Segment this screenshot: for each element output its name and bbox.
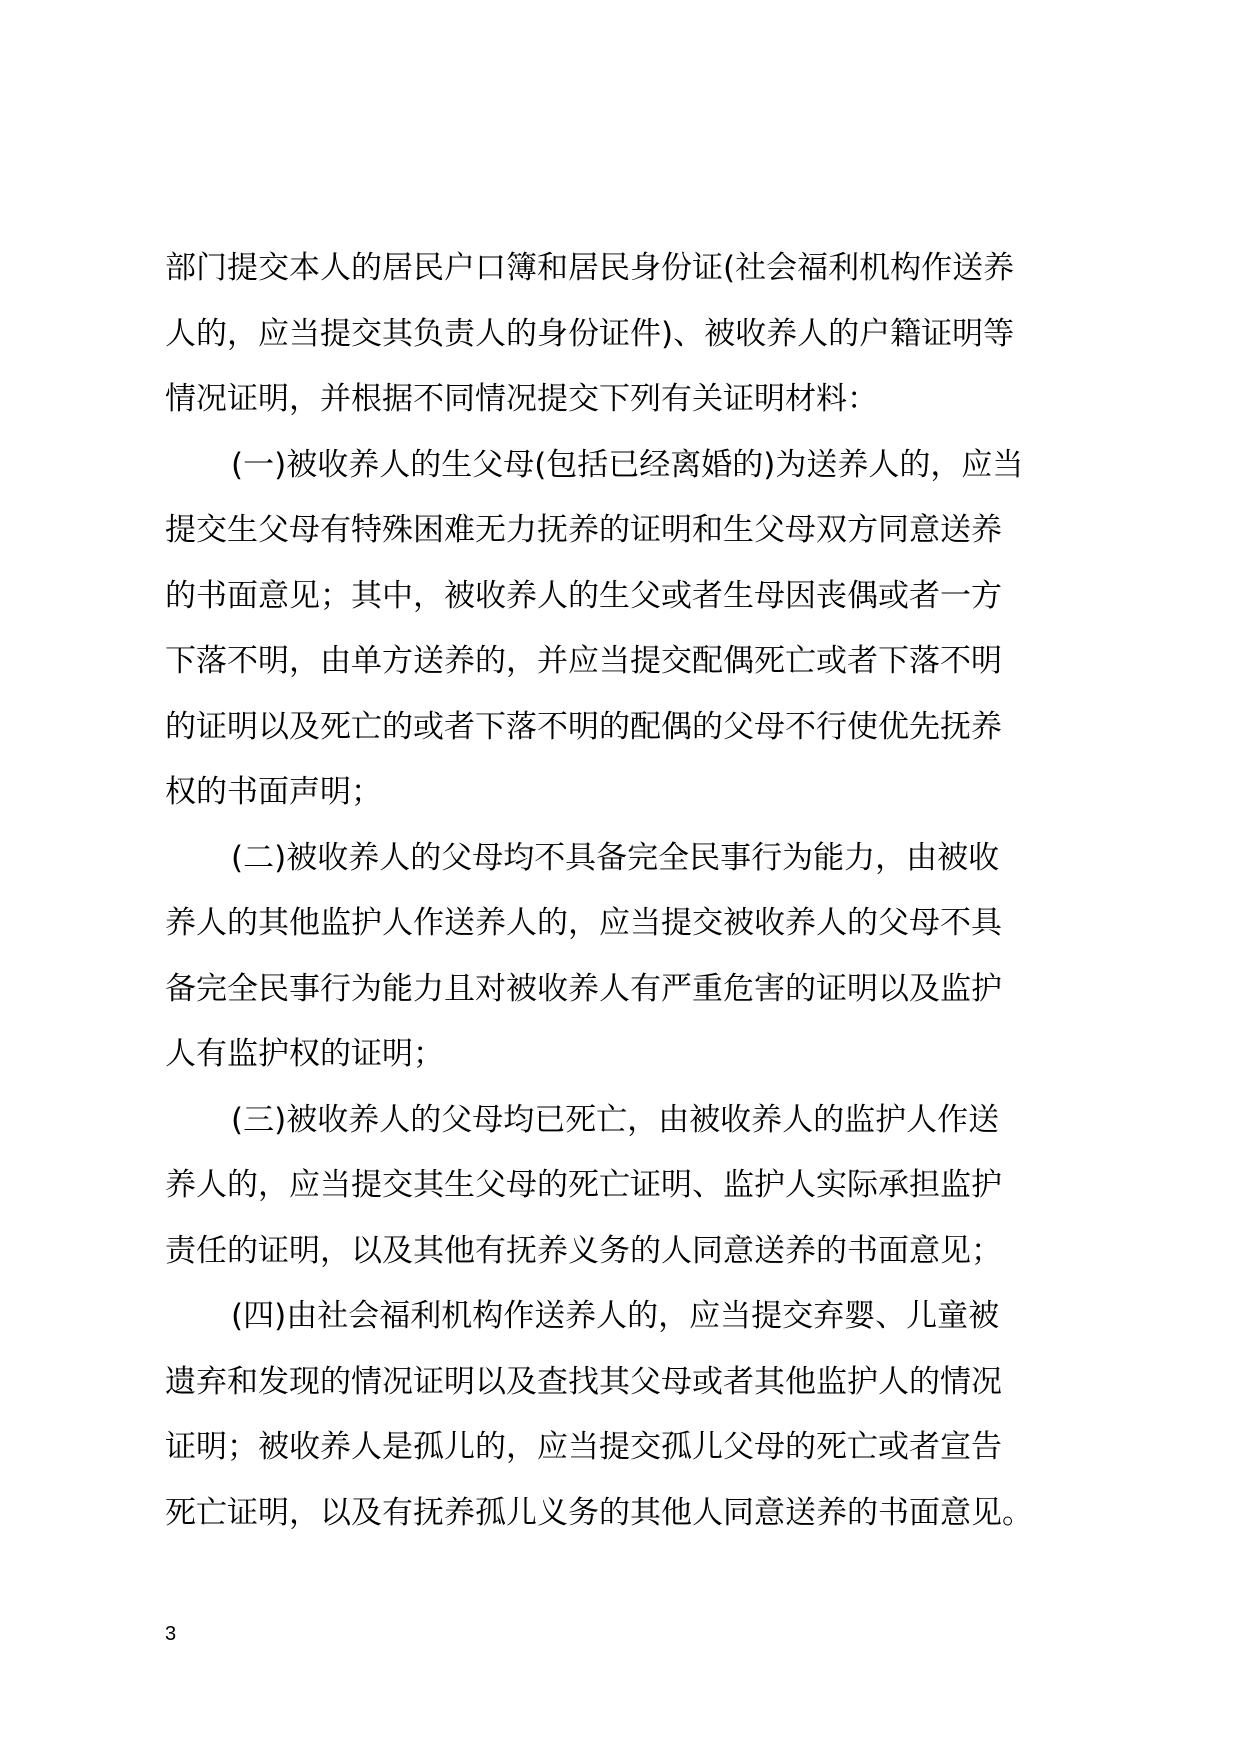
text-line: 养人的其他监护人作送养人的，应当提交被收养人的父母不具 [165, 905, 1002, 941]
text-line: 提交生父母有特殊困难无力抚养的证明和生父母双方同意送养 [165, 512, 1002, 548]
text-line: 的证明以及死亡的或者下落不明的配偶的父母不行使优先抚养 [165, 708, 1002, 745]
text-line: 部门提交本人的居民户口簿和居民身份证(社会福利机构作送养 [165, 250, 1015, 286]
text-line: 人有监护权的证明； [165, 1036, 444, 1072]
text-line: 的书面意见；其中，被收养人的生父或者生母因丧偶或者一方 [165, 577, 1002, 614]
paragraph-item-2-start: (二)被收养人的父母均不具备完全民事行为能力，由被收 [231, 839, 1000, 876]
document-body [165, 236, 1085, 1546]
paragraph-item-3-start: (三)被收养人的父母均已死亡，由被收养人的监护人作送 [231, 1101, 1000, 1138]
page-number: 3 [165, 1623, 177, 1645]
text-line: 责任的证明，以及其他有抚养义务的人同意送养的书面意见； [165, 1232, 1002, 1269]
paragraph-item-4-start: (四)由社会福利机构作送养人的，应当提交弃婴、儿童被 [231, 1298, 1000, 1334]
text-line: 遗弃和发现的情况证明以及查找其父母或者其他监护人的情况 [165, 1363, 1002, 1400]
text-line: 人的，应当提交其负责人的身份证件)、被收养人的户籍证明等 [165, 315, 1015, 352]
paragraph-item-1-start: (一)被收养人的生父母(包括已经离婚的)为送养人的，应当 [231, 446, 1024, 483]
text-line: 死亡证明，以及有抚养孤儿义务的其他人同意送养的书面意见。 [165, 1494, 1033, 1531]
text-line: 证明；被收养人是孤儿的，应当提交孤儿父母的死亡或者宣告 [165, 1429, 1002, 1465]
text-line: 权的书面声明； [165, 774, 382, 810]
text-line: 下落不明，由单方送养的，并应当提交配偶死亡或者下落不明 [165, 643, 1002, 679]
text-line: 备完全民事行为能力且对被收养人有严重危害的证明以及监护 [165, 970, 1002, 1007]
text-line: 养人的，应当提交其生父母的死亡证明、监护人实际承担监护 [165, 1167, 1002, 1203]
text-line: 情况证明，并根据不同情况提交下列有关证明材料： [165, 381, 878, 417]
